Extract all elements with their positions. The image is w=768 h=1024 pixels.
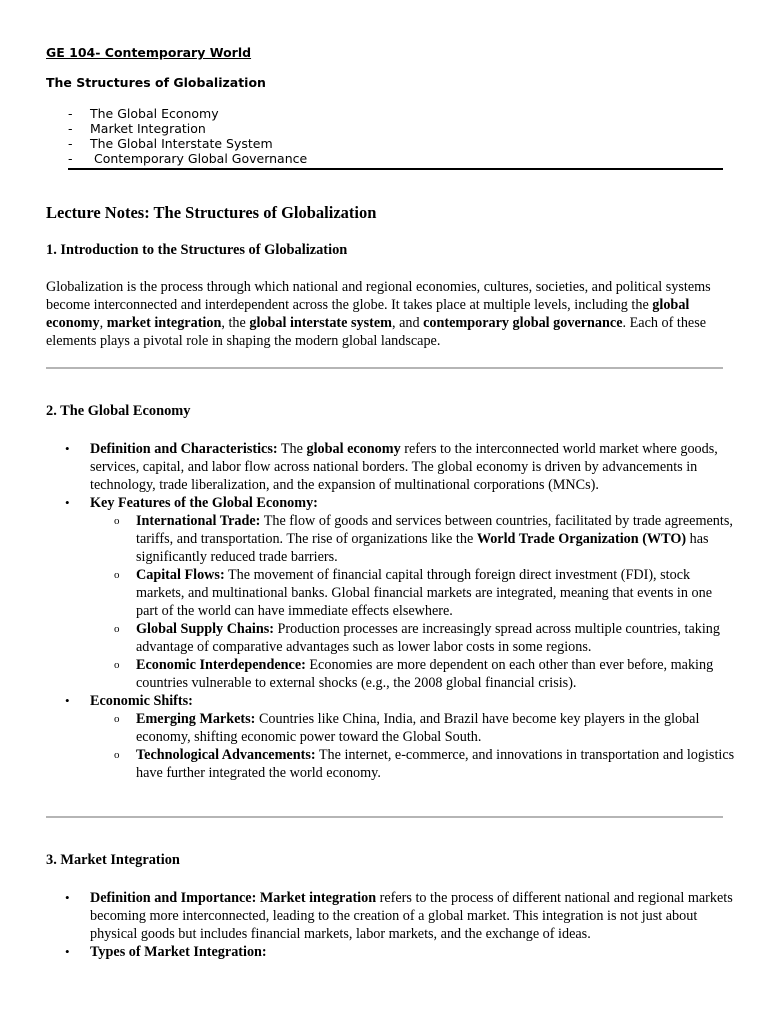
bullet-marker: • bbox=[65, 441, 70, 456]
item-label: International Trade: bbox=[136, 513, 261, 529]
topic-item bbox=[68, 121, 307, 136]
bullet-marker: • bbox=[65, 890, 70, 905]
topic-label: Market Integration bbox=[90, 121, 206, 136]
intro-text: , the bbox=[221, 315, 250, 331]
intro-text: , bbox=[99, 315, 107, 331]
intro-text: , and bbox=[391, 315, 424, 331]
item-text: Production processes are increasingly spread across multiple countries, taking advantage of comparative advantages such as lower labor costs in some regions. bbox=[136, 621, 720, 655]
bullet-marker: • bbox=[65, 495, 70, 510]
intro-text: . Each of these elements plays a pivotal role in shaping the modern global landscape. bbox=[46, 315, 707, 349]
key-features-list bbox=[90, 512, 736, 692]
item-text: Countries like China, India, and Brazil have become key players in the global economy, shifting economic power toward the Global South. bbox=[136, 711, 700, 745]
list-item bbox=[46, 943, 736, 961]
item-term: Market integration bbox=[259, 890, 377, 906]
topic-item bbox=[68, 136, 307, 151]
topic-item bbox=[68, 151, 307, 166]
section-1-heading: 1. Introduction to the Structures of Globalization bbox=[46, 242, 348, 258]
item-label: Economic Shifts: bbox=[90, 693, 193, 709]
item-text: has significantly reduced trade barriers. bbox=[136, 531, 709, 565]
sub-list-item bbox=[90, 656, 736, 692]
sub-bullet-marker: o bbox=[114, 659, 120, 671]
sub-list-item bbox=[90, 710, 736, 746]
item-label: Technological Advancements: bbox=[136, 747, 316, 763]
sub-bullet-marker: o bbox=[114, 515, 120, 527]
market-integration-list bbox=[46, 889, 736, 961]
topic-list bbox=[68, 106, 307, 166]
list-item bbox=[46, 440, 736, 494]
intro-text: Globalization is the process through which national and regional economies, cultures, societies, and political systems become interconnected and interdependent across the globe. It takes place at multiple levels, including the bbox=[46, 279, 711, 313]
course-title: GE 104- Contemporary World bbox=[46, 45, 252, 60]
dash-marker: - bbox=[68, 151, 73, 166]
section-3-heading: 3. Market Integration bbox=[46, 852, 180, 868]
sub-list-item bbox=[90, 620, 736, 656]
item-label: Definition and Characteristics: bbox=[90, 441, 278, 457]
item-text: refers to the process of different national and regional markets becoming more interconnected, leading to the creation of a global market. This integration is not just about physical goods but includes financial markets, labor markets, and the exchange of ideas. bbox=[90, 890, 733, 942]
dash-marker: - bbox=[68, 106, 73, 121]
sub-bullet-marker: o bbox=[114, 713, 120, 725]
term-interstate-system: global interstate system bbox=[249, 315, 392, 331]
item-text: Economies are more dependent on each other than ever before, making countries vulnerable to external shocks (e.g., the 2008 global financial crisis). bbox=[136, 657, 714, 691]
sub-bullet-marker: o bbox=[114, 569, 120, 581]
item-label: Emerging Markets: bbox=[136, 711, 256, 727]
dash-marker: - bbox=[68, 136, 73, 151]
lecture-heading: Lecture Notes: The Structures of Globalization bbox=[46, 203, 377, 222]
topic-label: The Global Interstate System bbox=[90, 136, 273, 151]
item-label: Types of Market Integration: bbox=[90, 944, 267, 960]
list-item bbox=[46, 494, 736, 692]
term-global-governance: contemporary global governance bbox=[423, 315, 623, 331]
dash-marker: - bbox=[68, 121, 73, 136]
global-economy-list bbox=[46, 440, 736, 782]
header-divider bbox=[68, 168, 723, 170]
document-subtitle: The Structures of Globalization bbox=[46, 75, 266, 90]
item-label: Capital Flows: bbox=[136, 567, 225, 583]
item-text: refers to the interconnected world market where goods, services, capital, and labor flow across national borders. The global economy is driven by advancements in technology, trade liberalization, and the expansion of multinational corporations (MNCs). bbox=[90, 441, 718, 493]
item-label: Definition and Importance: bbox=[90, 890, 257, 906]
topic-label: Contemporary Global Governance bbox=[90, 151, 308, 166]
item-label: Global Supply Chains: bbox=[136, 621, 274, 637]
economic-shifts-list bbox=[90, 710, 736, 782]
item-text: The flow of goods and services between countries, facilitated by trade agreements, tariffs, and transportation. The rise of organizations like the bbox=[136, 513, 733, 547]
bullet-marker: • bbox=[65, 944, 70, 959]
sub-bullet-marker: o bbox=[114, 623, 120, 635]
item-text: The bbox=[277, 441, 307, 457]
sub-list-item bbox=[90, 566, 736, 620]
bullet-marker: • bbox=[65, 693, 70, 708]
item-term: global economy bbox=[306, 441, 401, 457]
sub-bullet-marker: o bbox=[114, 749, 120, 761]
section-divider bbox=[46, 367, 723, 369]
list-item bbox=[46, 692, 736, 782]
sub-list-item bbox=[90, 746, 736, 782]
item-text: The internet, e-commerce, and innovations in transportation and logistics have further integrated the world economy. bbox=[136, 747, 735, 781]
intro-paragraph bbox=[46, 278, 736, 350]
item-term: World Trade Organization (WTO) bbox=[476, 531, 687, 547]
term-market-integration: market integration bbox=[106, 315, 222, 331]
section-2-heading: 2. The Global Economy bbox=[46, 403, 191, 419]
item-label: Key Features of the Global Economy: bbox=[90, 495, 318, 511]
sub-list-item bbox=[90, 512, 736, 566]
topic-label: The Global Economy bbox=[90, 106, 219, 121]
list-item bbox=[46, 889, 736, 943]
section-divider bbox=[46, 816, 723, 818]
item-text: The movement of financial capital through foreign direct investment (FDI), stock markets, and multinational banks. Global financial markets are integrated, meaning that events in one part of the world can have immediate effects elsewhere. bbox=[136, 567, 712, 619]
term-global-economy: global economy bbox=[46, 297, 690, 331]
item-label: Economic Interdependence: bbox=[136, 657, 306, 673]
topic-item bbox=[68, 106, 307, 121]
